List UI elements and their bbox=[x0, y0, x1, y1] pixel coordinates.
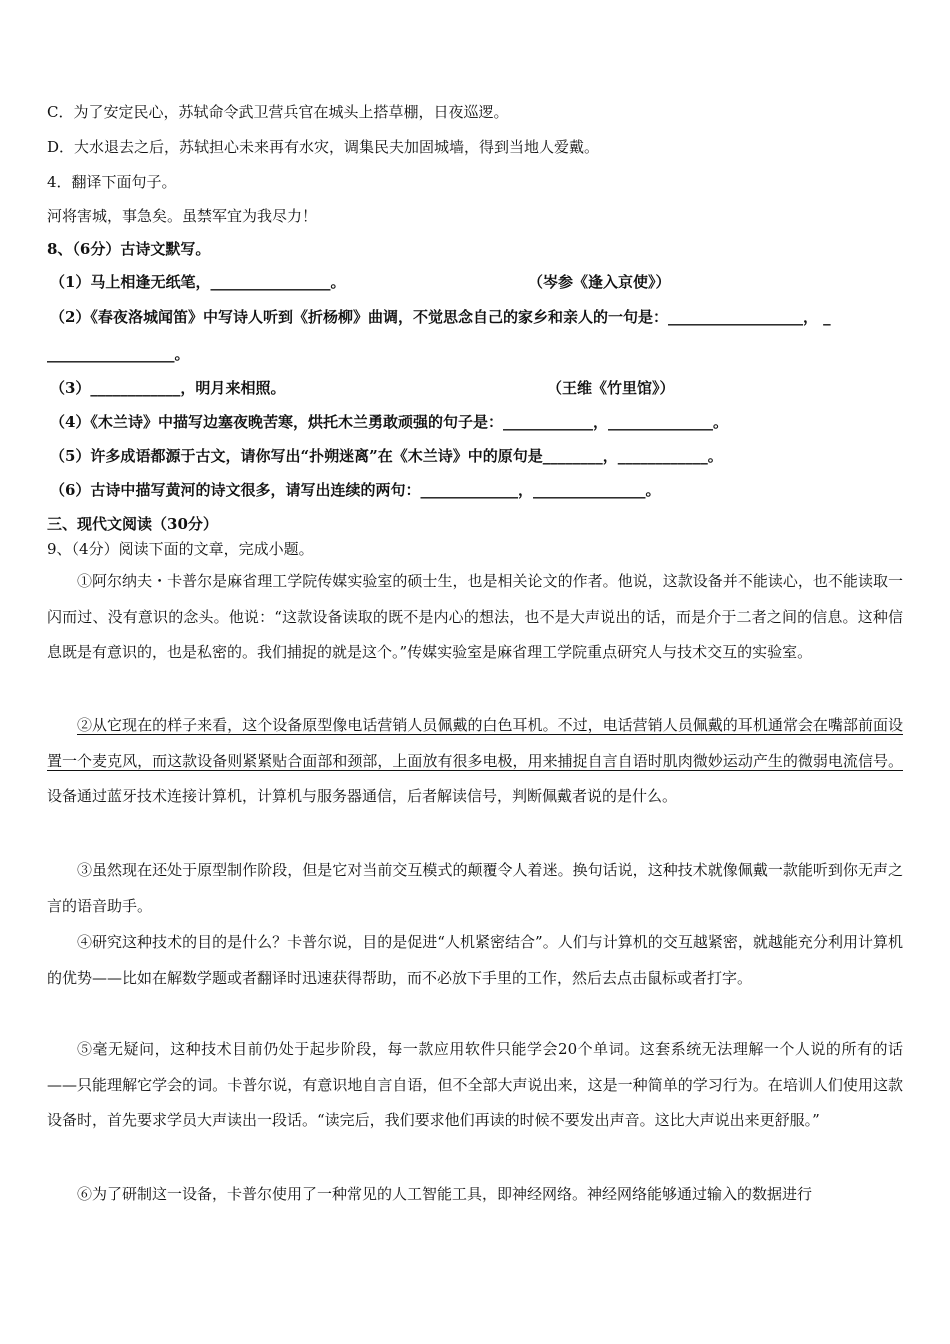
article-paragraph-6: ⑥为了研制这一设备，卡普尔使用了一种常见的人工智能工具，即神经网络。神经网络能够通过输入的数据进行 bbox=[77, 1185, 813, 1203]
article-paragraph-3: ③虽然现在还处于原型制作阶段，但是它对当前交互模式的颠覆令人着迷。换句话说，这种技术就像佩戴一款能听到你无声之言的语音助手。 bbox=[47, 861, 903, 915]
option-d: D．大水退去之后，苏轼担心未来再有水灾，调集民夫加固城墙，得到当地人爱戴。 bbox=[47, 138, 600, 156]
underlined-passage: ②从它现在的样子来看，这个设备原型像电话营销人员佩戴的白色耳机。不过，电话营销人员佩戴的耳机通常会在嘴部前面设置一个麦克风，而这款设备则紧紧贴合面部和颈部，上面放有很多电极，用来捕捉自言自语时肌肉微妙运动产生的微弱电流信号。 bbox=[47, 716, 903, 770]
q8-item-1: （1）马上相逢无纸笔，________________。 bbox=[50, 273, 346, 291]
q8-item-2-continued: _________________。 bbox=[47, 345, 190, 363]
q8-item-6: （6）古诗中描写黄河的诗文很多，请写出连续的两句：_____________，_______________。 bbox=[50, 481, 661, 499]
question-9-title: 9、（4分）阅读下面的文章，完成小题。 bbox=[47, 540, 314, 558]
paragraph-2-rest: 设备通过蓝牙技术连接计算机，计算机与服务器通信，后者解读信号，判断佩戴者说的是什么。 bbox=[47, 787, 678, 805]
article-paragraph-1: ①阿尔纳夫・卡普尔是麻省理工学院传媒实验室的硕士生，也是相关论文的作者。他说，这款设备并不能读心，也不能读取一闪而过、没有意识的念头。他说：“这款设备读取的既不是内心的想法，也不是大声说出的话，而是介于二者之间的信息。这种信息既是有意识的，也是私密的。我们捕捉的就是这个。”传媒实验室是麻省理工学院重点研究人与技术交互的实验室。 bbox=[47, 572, 903, 661]
article-paragraph-4: ④研究这种技术的目的是什么？卡普尔说，目的是促进“人机紧密结合”。人们与计算机的交互越紧密，就越能充分利用计算机的优势——比如在解数学题或者翻译时迅速获得帮助，而不必放下手里的工作，然后去点击鼠标或者打字。 bbox=[47, 933, 903, 987]
question-4-title: 4．翻译下面句子。 bbox=[47, 173, 177, 191]
q8-item-3-source: （王维《竹里馆》） bbox=[547, 379, 675, 397]
q8-item-1-source: （岑参《逢入京使》） bbox=[528, 273, 671, 291]
q8-item-4: （4）《木兰诗》中描写边塞夜晚苦寒，烘托木兰勇敢顽强的句子是：____________，______________。 bbox=[50, 413, 728, 431]
section-3-title: 三、现代文阅读（30分） bbox=[47, 515, 218, 533]
question-8-title: 8、（6分）古诗文默写。 bbox=[47, 240, 211, 258]
question-4-sentence: 河将害城，事急矣。虽禁军宜为我尽力！ bbox=[47, 207, 318, 225]
q8-item-5: （5）许多成语都源于古文，请你写出“扑朔迷离”在《木兰诗》中的原句是________，____________。 bbox=[50, 447, 723, 465]
q8-item-2: （2）《春夜洛城闻笛》中写诗人听到《折杨柳》曲调，不觉思念自己的家乡和亲人的一句是：__________________， _ bbox=[50, 308, 831, 326]
q8-item-3: （3）____________，明月来相照。 bbox=[50, 379, 286, 397]
option-c: C．为了安定民心，苏轼命令武卫营兵官在城头上搭草棚，日夜巡逻。 bbox=[47, 103, 509, 121]
article-paragraph-5: ⑤毫无疑问，这种技术目前仍处于起步阶段，每一款应用软件只能学会20个单词。这套系统无法理解一个人说的所有的话——只能理解它学会的词。卡普尔说，有意识地自言自语，但不全部大声说出来，这是一种简单的学习行为。在培训人们使用这款设备时，首先要求学员大声读出一段话。“读完后，我们要求他们再读的时候不要发出声音。这比大声说出来更舒服。” bbox=[47, 1040, 903, 1129]
article-paragraph-2 bbox=[47, 708, 903, 815]
